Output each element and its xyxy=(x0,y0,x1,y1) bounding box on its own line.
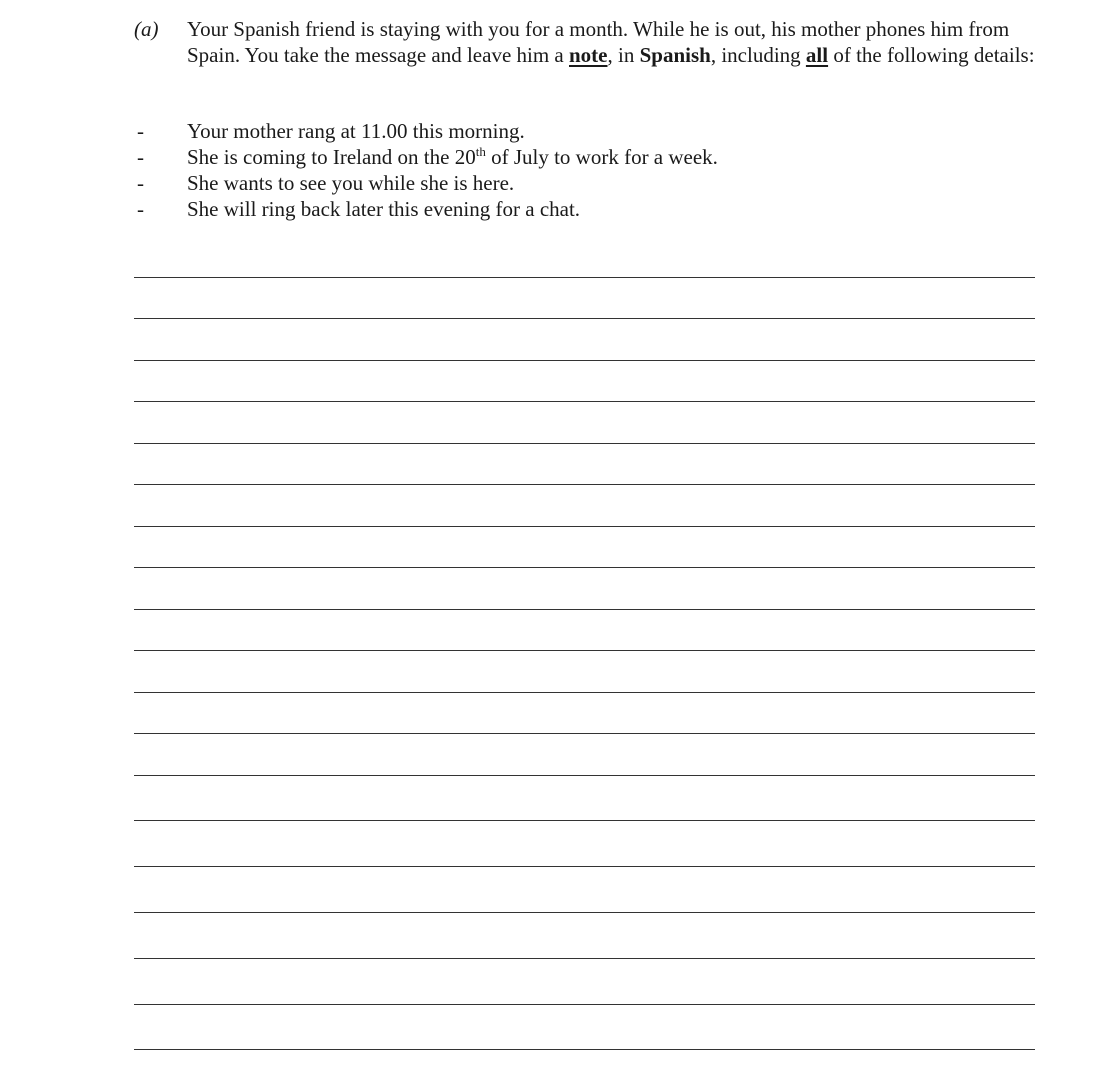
answer-line[interactable] xyxy=(134,1049,1035,1050)
answer-line[interactable] xyxy=(134,526,1035,527)
answer-line[interactable] xyxy=(134,401,1035,402)
answer-line[interactable] xyxy=(134,484,1035,485)
bullet-dash: - xyxy=(137,171,144,195)
detail-text: Your mother rang at 11.00 this morning. xyxy=(187,119,525,143)
bullet-dash: - xyxy=(137,145,144,169)
question-text-part4: of the following details: xyxy=(828,43,1035,67)
detail-text-before: She is coming to Ireland on the 20 xyxy=(187,145,476,169)
bullet-dash: - xyxy=(137,197,144,221)
answer-line[interactable] xyxy=(134,912,1035,913)
answer-line[interactable] xyxy=(134,1004,1035,1005)
date-superscript: th xyxy=(475,144,486,159)
question-label: (a) xyxy=(134,17,159,41)
answer-area[interactable] xyxy=(134,0,1035,1067)
all-emphasis: all xyxy=(805,43,829,67)
answer-line[interactable] xyxy=(134,733,1035,734)
spanish-emphasis: Spanish xyxy=(639,43,711,67)
note-emphasis: note xyxy=(569,43,608,67)
answer-line[interactable] xyxy=(134,277,1035,278)
answer-line[interactable] xyxy=(134,443,1035,444)
answer-line[interactable] xyxy=(134,866,1035,867)
answer-line[interactable] xyxy=(134,318,1035,319)
answer-line[interactable] xyxy=(134,820,1035,821)
answer-line[interactable] xyxy=(134,650,1035,651)
answer-line[interactable] xyxy=(134,609,1035,610)
detail-text-after: of July to work for a week. xyxy=(485,145,718,169)
answer-line[interactable] xyxy=(134,360,1035,361)
bullet-dash: - xyxy=(137,119,144,143)
detail-text: She will ring back later this evening for a chat. xyxy=(187,197,581,221)
detail-text: She wants to see you while she is here. xyxy=(187,171,515,195)
question-text-part3: , including xyxy=(710,43,806,67)
answer-line[interactable] xyxy=(134,958,1035,959)
answer-line[interactable] xyxy=(134,567,1035,568)
question-text-part1: Your Spanish friend is staying with you for a month. While he is out, his mother phones him from Spain. You take the message and leave him a xyxy=(187,17,1010,67)
question-text-part2: , in xyxy=(607,43,640,67)
answer-line[interactable] xyxy=(134,692,1035,693)
answer-line[interactable] xyxy=(134,775,1035,776)
